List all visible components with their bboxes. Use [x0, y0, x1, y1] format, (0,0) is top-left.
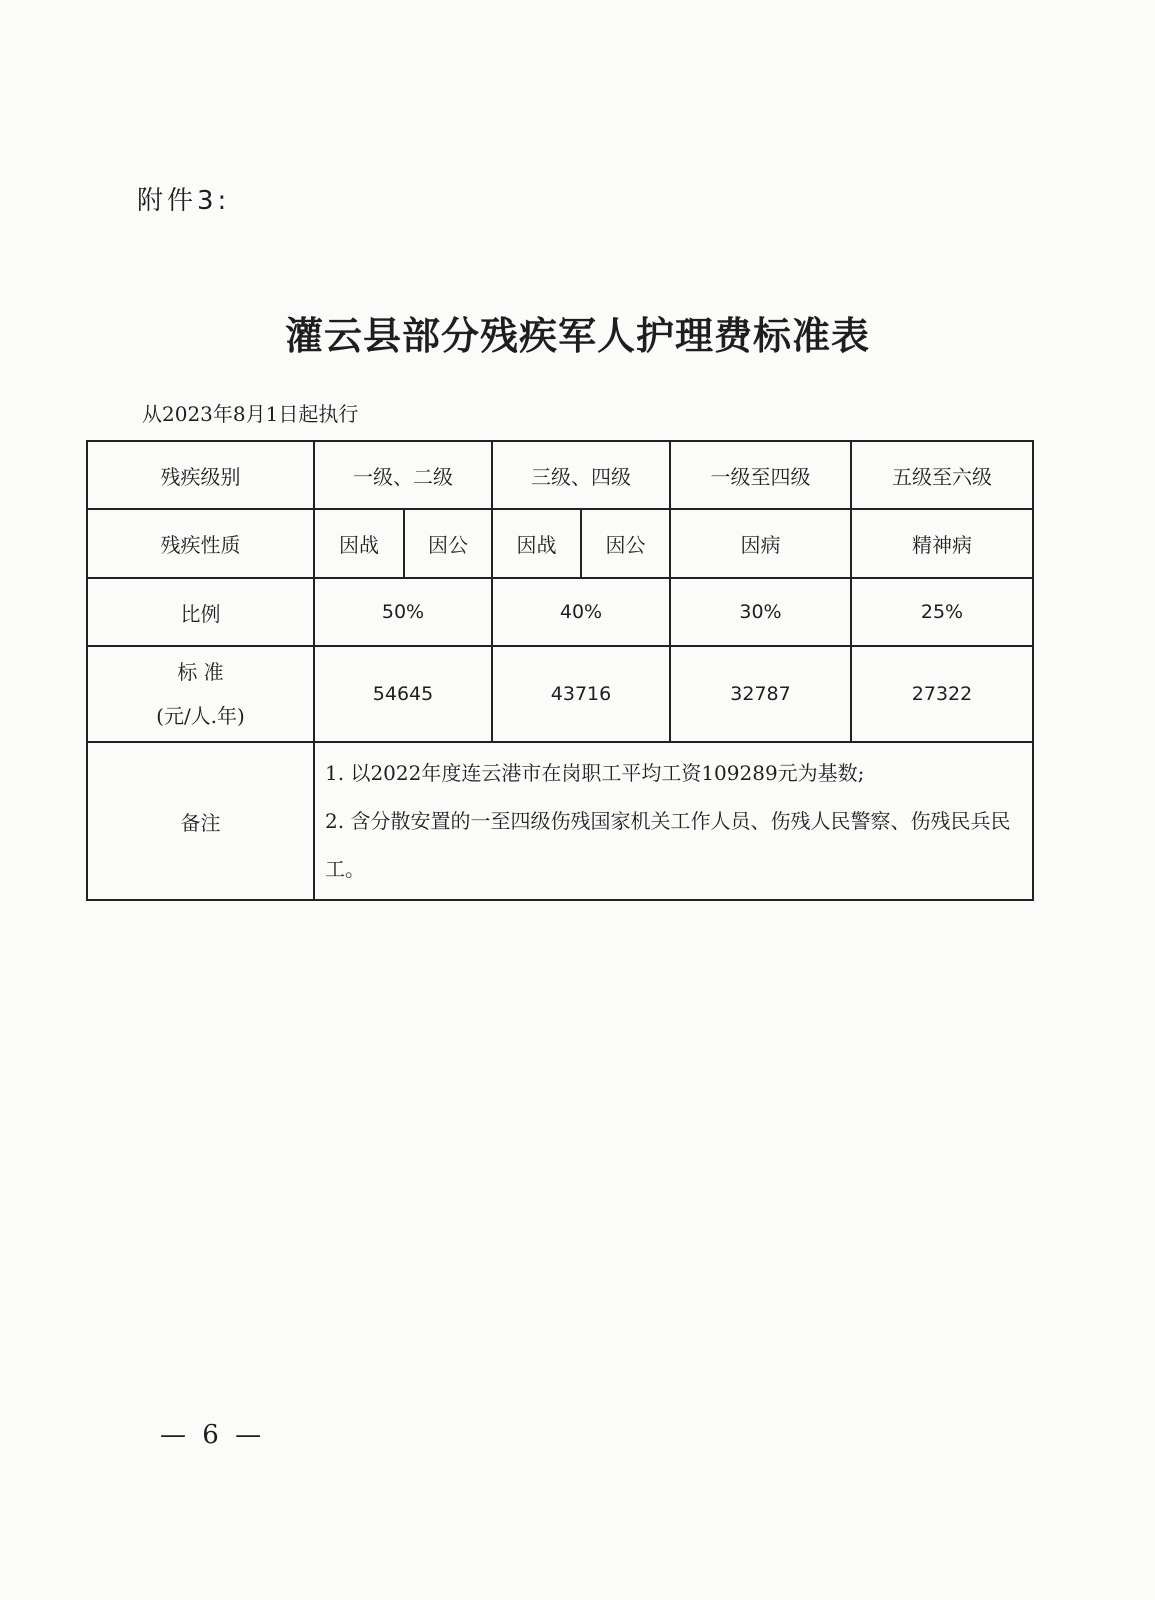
standard-row [87, 646, 1033, 742]
grade-cell: 五级至六级 [851, 441, 1033, 509]
nature-cell: 因公 [581, 509, 670, 578]
ratio-row-label: 比例 [87, 578, 314, 646]
nature-row [87, 509, 1033, 578]
nature-cell: 因公 [404, 509, 492, 578]
nature-cell: 因战 [492, 509, 581, 578]
standard-cell: 43716 [492, 646, 670, 742]
standard-cell: 27322 [851, 646, 1033, 742]
note-item: 1. 以2022年度连云港市在岗职工平均工资109289元为基数; [325, 761, 865, 785]
nature-cell: 因病 [670, 509, 851, 578]
ratio-cell: 50% [314, 578, 492, 646]
nature-row-label: 残疾性质 [87, 509, 314, 578]
notes-row [87, 742, 1033, 900]
grade-row [87, 441, 1033, 509]
effective-date: 从2023年8月1日起执行 [142, 402, 359, 426]
ratio-row [87, 578, 1033, 646]
ratio-cell: 30% [670, 578, 851, 646]
nature-cell: 因战 [314, 509, 404, 578]
grade-cell: 三级、四级 [492, 441, 670, 509]
notes-cell [314, 742, 1033, 900]
note-item: 2. 含分散安置的一至四级伤残国家机关工作人员、伤残人民警察、伤残民兵民工。 [325, 809, 1011, 881]
page-title: 灌云县部分残疾军人护理费标准表 [284, 313, 870, 358]
grade-cell: 一级至四级 [670, 441, 851, 509]
grade-cell: 一级、二级 [314, 441, 492, 509]
standard-label: 标 准 [177, 660, 224, 684]
notes-row-label: 备注 [87, 742, 314, 900]
care-fee-standard-table [86, 440, 1034, 901]
standard-cell: 54645 [314, 646, 492, 742]
page-number: — 6 — [160, 1420, 266, 1450]
grade-row-label: 残疾级别 [87, 441, 314, 509]
standard-unit: (元/人.年) [156, 704, 245, 728]
ratio-cell: 40% [492, 578, 670, 646]
ratio-cell: 25% [851, 578, 1033, 646]
standard-cell: 32787 [670, 646, 851, 742]
attachment-label: 附件3: [137, 186, 231, 216]
standard-row-label [87, 646, 314, 742]
nature-cell: 精神病 [851, 509, 1033, 578]
